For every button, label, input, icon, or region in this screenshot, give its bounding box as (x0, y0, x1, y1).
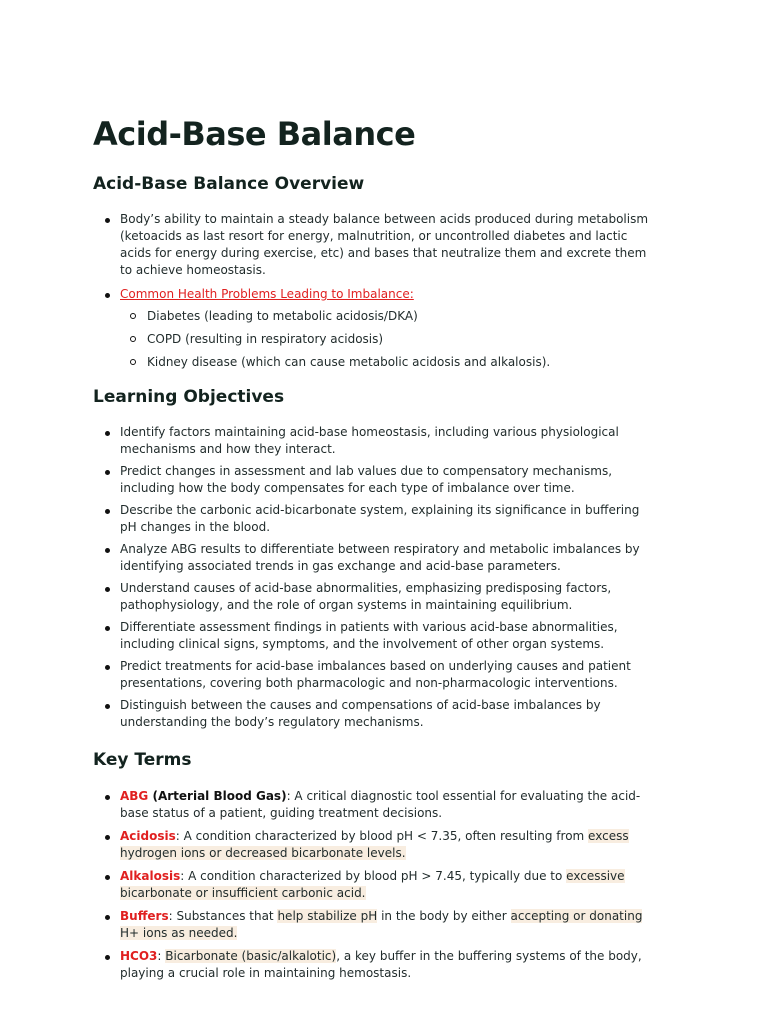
term-acidosis: Acidosis (120, 829, 176, 843)
health-problems-sublist (120, 308, 649, 371)
list-item: Predict changes in assessment and lab values due to compensatory mechanisms, including how the body compensates for each type of imbalance over time. (104, 463, 649, 497)
term-hco3-definition: , a key buffer in the buffering systems of the body, playing a crucial role in maintaining hemostasis. (120, 949, 642, 980)
key-term-item (104, 908, 649, 942)
section-heading-key-terms: Key Terms (93, 750, 192, 770)
term-alkalosis-highlight: excessive bicarbonate or insufficient carbonic acid. (120, 869, 625, 900)
list-item: Differentiate assessment findings in patients with various acid-base abnormalities, including clinical signs, symptoms, and the involvement of other organ systems. (104, 619, 649, 653)
term-hco3-colon: : (157, 949, 166, 963)
page-title: Acid-Base Balance (93, 115, 416, 153)
key-term-item (104, 788, 649, 822)
term-alkalosis: Alkalosis (120, 869, 181, 883)
term-buffers-definition: : Substances that (168, 909, 278, 923)
list-item: Predict treatments for acid-base imbalances based on underlying causes and patient presentations, covering both pharmacologic and non-pharmacologic interventions. (104, 658, 649, 692)
term-hco3: HCO3 (120, 949, 158, 963)
health-problems-link[interactable]: Common Health Problems Leading to Imbalance: (120, 287, 414, 301)
term-abg: ABG (120, 789, 149, 803)
list-item: Understand causes of acid-base abnormalities, emphasizing predisposing factors, pathophysiology, and the role of organ systems in maintaining equilibrium. (104, 580, 649, 614)
list-item (104, 286, 649, 371)
objectives-list (104, 424, 649, 731)
list-item: Analyze ABG results to differentiate between respiratory and metabolic imbalances by identifying associated trends in gas exchange and acid-base parameters. (104, 541, 649, 575)
overview-body: Body’s ability to maintain a steady balance between acids produced during metabolism (ketoacids as last resort for energy, malnutrition, or uncontrolled diabetes and lactic acids for energy during exercise, etc) and bases that neutralize them and excrete them to achieve homeostasis. (120, 212, 649, 277)
key-term-item (104, 948, 649, 982)
term-abg-definition: : A critical diagnostic tool essential for evaluating the acid-base status of a patient, guiding treatment decisions. (120, 789, 641, 820)
term-buffers-highlight-2: accepting or donating H+ ions as needed. (120, 909, 643, 940)
sub-list-item: COPD (resulting in respiratory acidosis) (130, 331, 649, 348)
term-acidosis-highlight: excess hydrogen ions or decreased bicarbonate levels. (120, 829, 629, 860)
term-buffers-highlight-1: help stabilize pH (277, 909, 378, 923)
term-acidosis-definition: : A condition characterized by blood pH < 7.35, often resulting from (175, 829, 589, 843)
list-item (104, 211, 649, 279)
key-term-item (104, 868, 649, 902)
list-item: Describe the carbonic acid-bicarbonate system, explaining its significance in buffering pH changes in the blood. (104, 502, 649, 536)
overview-list (104, 211, 649, 377)
term-abg-expansion: (Arterial Blood Gas) (148, 789, 287, 803)
list-item: Identify factors maintaining acid-base homeostasis, including various physiological mechanisms and how they interact. (104, 424, 649, 458)
list-item: Distinguish between the causes and compensations of acid-base imbalances by understanding the body’s regulatory mechanisms. (104, 697, 649, 731)
sub-list-item: Diabetes (leading to metabolic acidosis/DKA) (130, 308, 649, 325)
term-buffers-definition-2: in the body by either (377, 909, 511, 923)
term-hco3-highlight: Bicarbonate (basic/alkalotic) (165, 949, 337, 963)
term-alkalosis-definition: : A condition characterized by blood pH > 7.45, typically due to (180, 869, 567, 883)
section-heading-overview: Acid-Base Balance Overview (93, 174, 365, 194)
key-terms-list (104, 788, 649, 982)
term-buffers: Buffers (120, 909, 169, 923)
sub-list-item: Kidney disease (which can cause metabolic acidosis and alkalosis). (130, 354, 649, 371)
section-heading-objectives: Learning Objectives (93, 387, 285, 407)
key-term-item (104, 828, 649, 862)
